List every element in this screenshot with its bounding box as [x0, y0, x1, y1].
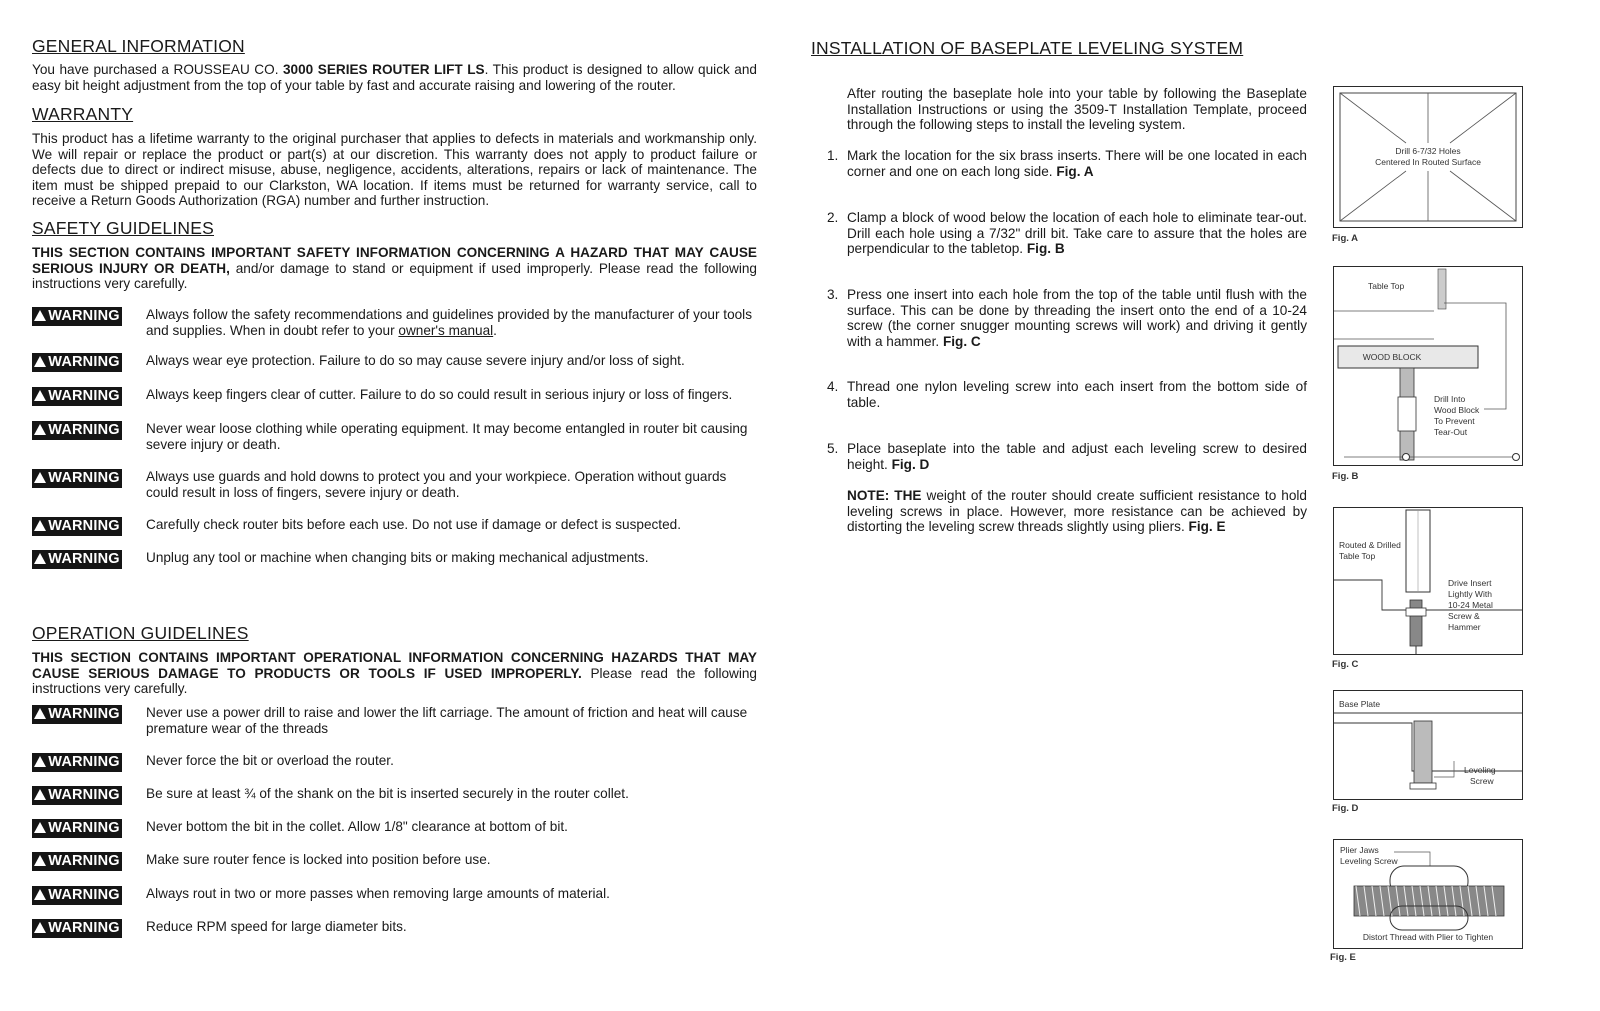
- fig-b-drill-label-1: Drill Into: [1434, 394, 1466, 404]
- warning-badge: WARNING: [32, 886, 122, 905]
- warning-text: Reduce RPM speed for large diameter bits.: [146, 919, 407, 934]
- warning-triangle-icon: [34, 889, 46, 900]
- warning-text: Always rout in two or more passes when removing large amounts of material.: [146, 886, 610, 901]
- warning-text: Carefully check router bits before each use. Do not use if damage or defect is suspected.: [146, 517, 681, 532]
- figure-c-caption: Fig. C: [1332, 659, 1359, 670]
- warning-text: Unplug any tool or machine when changing bits or making mechanical adjustments.: [146, 550, 649, 565]
- fig-d-leveling-label-1: Leveling: [1464, 765, 1496, 775]
- warning-badge: WARNING: [32, 753, 122, 772]
- warning-text: Be sure at least ¾ of the shank on the bit is inserted securely in the router collet.: [146, 786, 629, 801]
- warranty-text: This product has a lifetime warranty to the original purchaser that applies to defects in materials and workmanship only. We will repair or replace the product or part(s) at our discretion. This warranty does not apply to product failure or defects due to direct or indirect misuse, abuse, negligence, accidents, alterations, repairs or lack of maintenance. The item must be shipped prepaid to our Clarkston, WA location. If items must be returned for warranty service, call to receive a Return Goods Authorization (RGA) number and further instruction.: [32, 131, 757, 209]
- warning-badge: WARNING: [32, 517, 122, 536]
- warning-text: Always use guards and hold downs to protect you and your workpiece. Operation without guards could result in loss of fingers, severe injury or death.: [146, 469, 727, 500]
- warning-triangle-icon: [34, 310, 46, 321]
- figure-e: [1333, 839, 1523, 949]
- figure-c-drawing: [1334, 508, 1522, 654]
- figure-c: [1333, 507, 1523, 655]
- warning-triangle-icon: [34, 822, 46, 833]
- fig-a-label-1: Drill 6-7/32 Holes: [1395, 146, 1461, 156]
- warning-text: Never force the bit or overload the router.: [146, 753, 394, 768]
- fig-c-drive-label-3: 10-24 Metal: [1448, 600, 1493, 610]
- warning-triangle-icon: [34, 855, 46, 866]
- fig-c-drive-label-5: Hammer: [1448, 622, 1481, 632]
- warning-text: Always wear eye protection. Failure to do so may cause severe injury and/or loss of sight.: [146, 353, 685, 368]
- warning-triangle-icon: [34, 390, 46, 401]
- operation-guidelines-heading: OPERATION GUIDELINES: [32, 623, 249, 643]
- warning-badge: WARNING: [32, 353, 122, 372]
- figure-b-drawing: [1334, 267, 1522, 465]
- warning-text: Never wear loose clothing while operating equipment. It may become entangled in router bit causing severe injury or death.: [146, 421, 748, 452]
- figure-a: [1333, 86, 1523, 228]
- warning-text: Always keep fingers clear of cutter. Failure to do so could result in serious injury or loss of fingers.: [146, 387, 733, 402]
- fig-d-leveling-label-2: Screw: [1470, 776, 1494, 786]
- figure-d: [1333, 690, 1523, 800]
- fig-c-drive-label-4: Screw &: [1448, 611, 1480, 621]
- warning-badge: WARNING: [32, 421, 122, 440]
- fig-c-drive-label-2: Lightly With: [1448, 589, 1492, 599]
- fig-b-table-top-label: Table Top: [1368, 281, 1405, 291]
- figure-e-drawing: [1334, 840, 1522, 948]
- figure-d-drawing: [1334, 691, 1522, 799]
- fig-a-label-2: Centered In Routed Surface: [1375, 157, 1481, 167]
- installation-note: NOTE: THE weight of the router should create sufficient resistance to hold leveling screws in place. However, more resistance can be achieved by distorting the leveling screw threads slightly using pliers. Fig. E: [847, 488, 1307, 535]
- fig-c-routed-label-1: Routed & Drilled: [1339, 540, 1401, 550]
- fig-b-drill-label-2: Wood Block: [1434, 405, 1480, 415]
- installation-heading: INSTALLATION OF BASEPLATE LEVELING SYSTEM: [811, 38, 1244, 58]
- fig-c-routed-label-2: Table Top: [1339, 551, 1376, 561]
- figure-b-caption: Fig. B: [1332, 471, 1359, 482]
- warning-triangle-icon: [34, 789, 46, 800]
- warning-badge: WARNING: [32, 919, 122, 938]
- fig-c-drive-label-1: Drive Insert: [1448, 578, 1492, 588]
- warning-badge: WARNING: [32, 705, 122, 724]
- figure-a-caption: Fig. A: [1332, 233, 1359, 244]
- figure-a-drawing: [1334, 87, 1522, 227]
- figure-e-caption: Fig. E: [1330, 952, 1356, 963]
- warning-badge: WARNING: [32, 307, 122, 326]
- figure-d-caption: Fig. D: [1332, 803, 1359, 814]
- warning-text: Never use a power drill to raise and lower the lift carriage. The amount of friction and heat will cause premature wear of the threads: [146, 705, 748, 736]
- warning-badge: WARNING: [32, 469, 122, 488]
- figure-b: [1333, 266, 1523, 466]
- warning-badge: WARNING: [32, 786, 122, 805]
- fig-b-drill-label-4: Tear-Out: [1434, 427, 1468, 437]
- warranty-heading: WARRANTY: [32, 104, 134, 124]
- installation-intro: After routing the baseplate hole into your table by following the Baseplate Installation Instructions or using the 3509-T Installation Template, proceed through the following steps to install the leveling system.: [847, 86, 1307, 133]
- warning-triangle-icon: [34, 708, 46, 719]
- general-information-heading: GENERAL INFORMATION: [32, 36, 245, 56]
- general-information-text: You have purchased a ROUSSEAU CO. 3000 SERIES ROUTER LIFT LS. This product is designed to allow quick and easy bit height adjustment from the top of your table by fast and accurate raising and lowering of the router.: [32, 62, 757, 93]
- safety-guidelines-heading: SAFETY GUIDELINES: [32, 218, 215, 238]
- warning-badge: WARNING: [32, 550, 122, 569]
- warning-badge: WARNING: [32, 852, 122, 871]
- safety-intro: THIS SECTION CONTAINS IMPORTANT SAFETY INFORMATION CONCERNING A HAZARD THAT MAY CAUSE SERIOUS INJURY OR DEATH, and/or damage to stand or equipment if used improperly. Please read the following instructions very carefully.: [32, 245, 757, 292]
- warning-triangle-icon: [34, 424, 46, 435]
- warning-text: Always follow the safety recommendations and guidelines provided by the manufacturer of your tools and supplies. When in doubt refer to your owner's manual.: [146, 307, 753, 338]
- warning-triangle-icon: [34, 922, 46, 933]
- warning-triangle-icon: [34, 472, 46, 483]
- fig-e-distort-label: Distort Thread with Plier to Tighten: [1362, 932, 1494, 942]
- warning-badge: WARNING: [32, 387, 122, 406]
- warning-triangle-icon: [34, 553, 46, 564]
- warning-text: Make sure router fence is locked into position before use.: [146, 852, 491, 867]
- warning-triangle-icon: [34, 520, 46, 531]
- warning-triangle-icon: [34, 356, 46, 367]
- fig-b-drill-label-3: To Prevent: [1434, 416, 1475, 426]
- fig-e-leveling-screw-label: Leveling Screw: [1340, 856, 1398, 866]
- operation-intro: THIS SECTION CONTAINS IMPORTANT OPERATIONAL INFORMATION CONCERNING HAZARDS THAT MAY CAUSE SERIOUS DAMAGE TO PRODUCTS OR TOOLS IF USED IMPROPERLY. Please read the following instructions very carefully.: [32, 650, 757, 697]
- fig-e-plier-jaws-label: Plier Jaws: [1340, 845, 1379, 855]
- warning-triangle-icon: [34, 756, 46, 767]
- fig-b-wood-block-label: WOOD BLOCK: [1362, 352, 1422, 362]
- fig-d-base-plate-label: Base Plate: [1339, 699, 1381, 709]
- warning-text: Never bottom the bit in the collet. Allow 1/8" clearance at bottom of bit.: [146, 819, 568, 834]
- warning-badge: WARNING: [32, 819, 122, 838]
